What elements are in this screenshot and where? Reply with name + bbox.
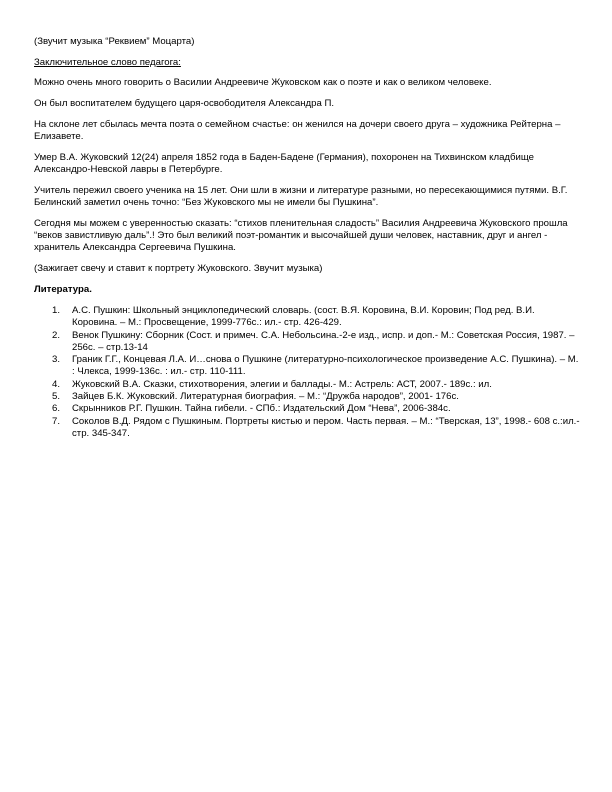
reference-number: 1. bbox=[52, 304, 61, 316]
reference-item bbox=[34, 403, 580, 415]
paragraph-death: Умер В.А. Жуковский 12(24) апреля 1852 года в Баден-Бадене (Германия), похоронен на Тихвинском кладбище Александро-Невской лавры в Петербурге. bbox=[34, 151, 534, 176]
reference-text: Скрынников Р.Г. Пушкин. Тайна гибели. - СПб.: Издательский Дом “Нева”, 2006-384с. bbox=[72, 403, 451, 415]
reference-number: 3. bbox=[52, 354, 61, 366]
reference-item bbox=[34, 330, 580, 355]
document-body bbox=[34, 36, 580, 440]
references-list bbox=[34, 305, 580, 440]
music-stage-direction: (Звучит музыка “Реквием” Моцарта) bbox=[34, 36, 195, 47]
paragraph-intro: Можно очень много говорить о Василии Андреевиче Жуковском как о поэте и как о великом человеке. bbox=[34, 77, 492, 89]
reference-number: 5. bbox=[52, 391, 61, 403]
reference-text: Граник Г.Г., Концевая Л.А. И…снова о Пушкине (литературно-психологическое произведение А.С. Пушкина). – М. : Члекса, 1999-136с. : ил.- стр. 110-111. bbox=[72, 354, 579, 378]
reference-item bbox=[34, 305, 580, 330]
reference-number: 7. bbox=[52, 415, 61, 427]
candle-stage-direction: (Зажигает свечу и ставит к портрету Жуковского. Звучит музыка) bbox=[34, 262, 323, 274]
paragraph-conclusion: Сегодня мы можем с уверенностью сказать: “стихов пленительная сладость” Василия Андреевича Жуковского прошла “веков завистливую даль”.! Это был великий поэт-романтик и высочайшей души человек, наставник, друг и ангел - хранитель Александра Сергеевича Пушкина. bbox=[34, 217, 568, 254]
paragraph-teacher: Учитель пережил своего ученика на 15 лет. Они шли в жизни и литературе разными, но пересекающимися путями. В.Г. Белинский заметил очень точно: “Без Жуковского мы не имели бы Пушкина”. bbox=[34, 184, 568, 209]
paragraph-tutor: Он был воспитателем будущего царя-освободителя Александра П. bbox=[34, 98, 335, 110]
reference-number: 4. bbox=[52, 378, 61, 390]
reference-number: 2. bbox=[52, 329, 61, 341]
reference-item bbox=[34, 354, 580, 379]
reference-item bbox=[34, 379, 580, 391]
reference-item bbox=[34, 416, 580, 441]
reference-text: Зайцев Б.К. Жуковский. Литературная биография. – М.: “Дружба народов”, 2001- 176с. bbox=[72, 391, 459, 403]
reference-text: Венок Пушкину: Сборник (Сост. и примеч. С.А. Небольсина.-2-е изд., испр. и доп.- М.: Советская Россия, 1987. – 256с. – стр.13-14 bbox=[72, 329, 575, 353]
reference-text: Соколов В.Д. Рядом с Пушкиным. Портреты кистью и пером. Часть первая. – М.: “Тверская, 13”, 1998.- 608 с.:ил.- стр. 345-347. bbox=[72, 415, 580, 439]
reference-number: 6. bbox=[52, 403, 61, 415]
references-heading: Литература. bbox=[34, 283, 92, 295]
reference-text: А.С. Пушкин: Школьный энциклопедический словарь. (сост. В.Я. Коровина, В.И. Коровин; Под ред. В.И. Коровина. – М.: Просвещение, 1999-776с.: ил.- стр. 426-429. bbox=[72, 304, 535, 329]
reference-item bbox=[34, 391, 580, 403]
reference-text: Жуковский В.А. Сказки, стихотворения, элегии и баллады.- М.: Астрель: АСТ, 2007.- 189с.: ил. bbox=[72, 378, 492, 390]
paragraph-family: На склоне лет сбылась мечта поэта о семейном счастье: он женился на дочери своего друга – художника Рейтерна – Елизавете. bbox=[34, 118, 561, 143]
closing-word-heading: Заключительное слово педагога: bbox=[34, 56, 181, 68]
